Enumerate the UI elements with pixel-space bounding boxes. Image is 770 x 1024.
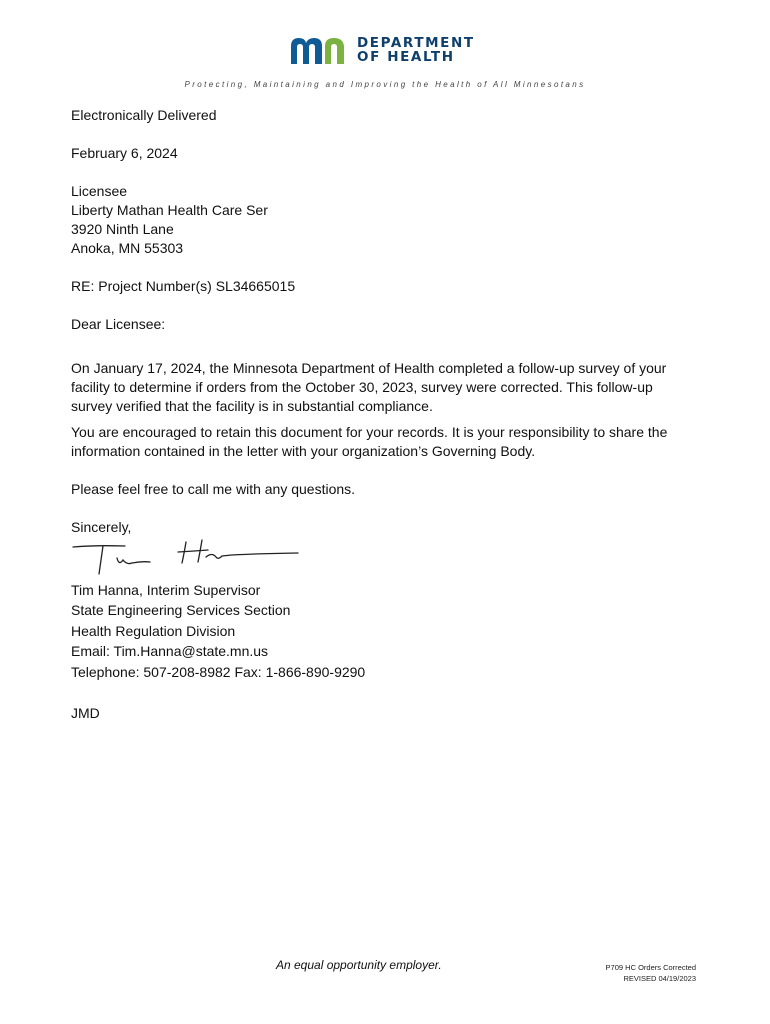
- salutation: Dear Licensee:: [71, 316, 166, 332]
- delivery-method: Electronically Delivered: [71, 107, 217, 123]
- closing: Sincerely,: [71, 519, 132, 535]
- body-paragraph-3: Please feel free to call me with any questions.: [71, 481, 356, 497]
- body-paragraph-1: On January 17, 2024, the Minnesota Department of Health completed a follow-up survey of your facility to determine if orders from the October 30, 2023, survey were corrected. This follow-up survey verified that the facility is in substantial compliance.: [71, 360, 667, 414]
- logo-line1: DEPARTMENT: [357, 35, 475, 51]
- letter-date: February 6, 2024: [71, 145, 178, 161]
- initials: JMD: [71, 705, 100, 721]
- mdh-logo: [289, 33, 475, 67]
- address-line: Anoka, MN 55303: [71, 240, 184, 256]
- address-line: Licensee: [71, 183, 128, 199]
- signer-line: Telephone: 507-208-8982 Fax: 1-866-890-9290: [71, 664, 366, 680]
- signer-line: Tim Hanna, Interim Supervisor: [71, 582, 261, 598]
- footer-form-id: [606, 962, 696, 984]
- mn-logo-icon: [289, 35, 351, 65]
- address-line: Liberty Mathan Health Care Ser: [71, 202, 268, 218]
- logo-text: [357, 36, 475, 64]
- tagline: Protecting, Maintaining and Improving the Health of All Minnesotans: [184, 80, 586, 89]
- signer-line: Health Regulation Division: [71, 623, 236, 639]
- signature-icon: [70, 532, 305, 577]
- footer-form-line: REVISED 04/19/2023: [623, 974, 696, 983]
- signer-line: State Engineering Services Section: [71, 602, 291, 618]
- address-line: 3920 Ninth Lane: [71, 221, 174, 237]
- footer-form-line: P709 HC Orders Corrected: [605, 963, 696, 972]
- logo-line2: OF HEALTH: [357, 49, 455, 65]
- signature: [70, 532, 305, 582]
- footer-eoe: An equal opportunity employer.: [276, 958, 442, 972]
- re-line: RE: Project Number(s) SL34665015: [71, 278, 296, 294]
- body-paragraph-2: You are encouraged to retain this document for your records. It is your responsibility to share the information contained in the letter with your organization’s Governing Body.: [71, 424, 668, 459]
- signer-line: Email: Tim.Hanna@state.mn.us: [71, 643, 269, 659]
